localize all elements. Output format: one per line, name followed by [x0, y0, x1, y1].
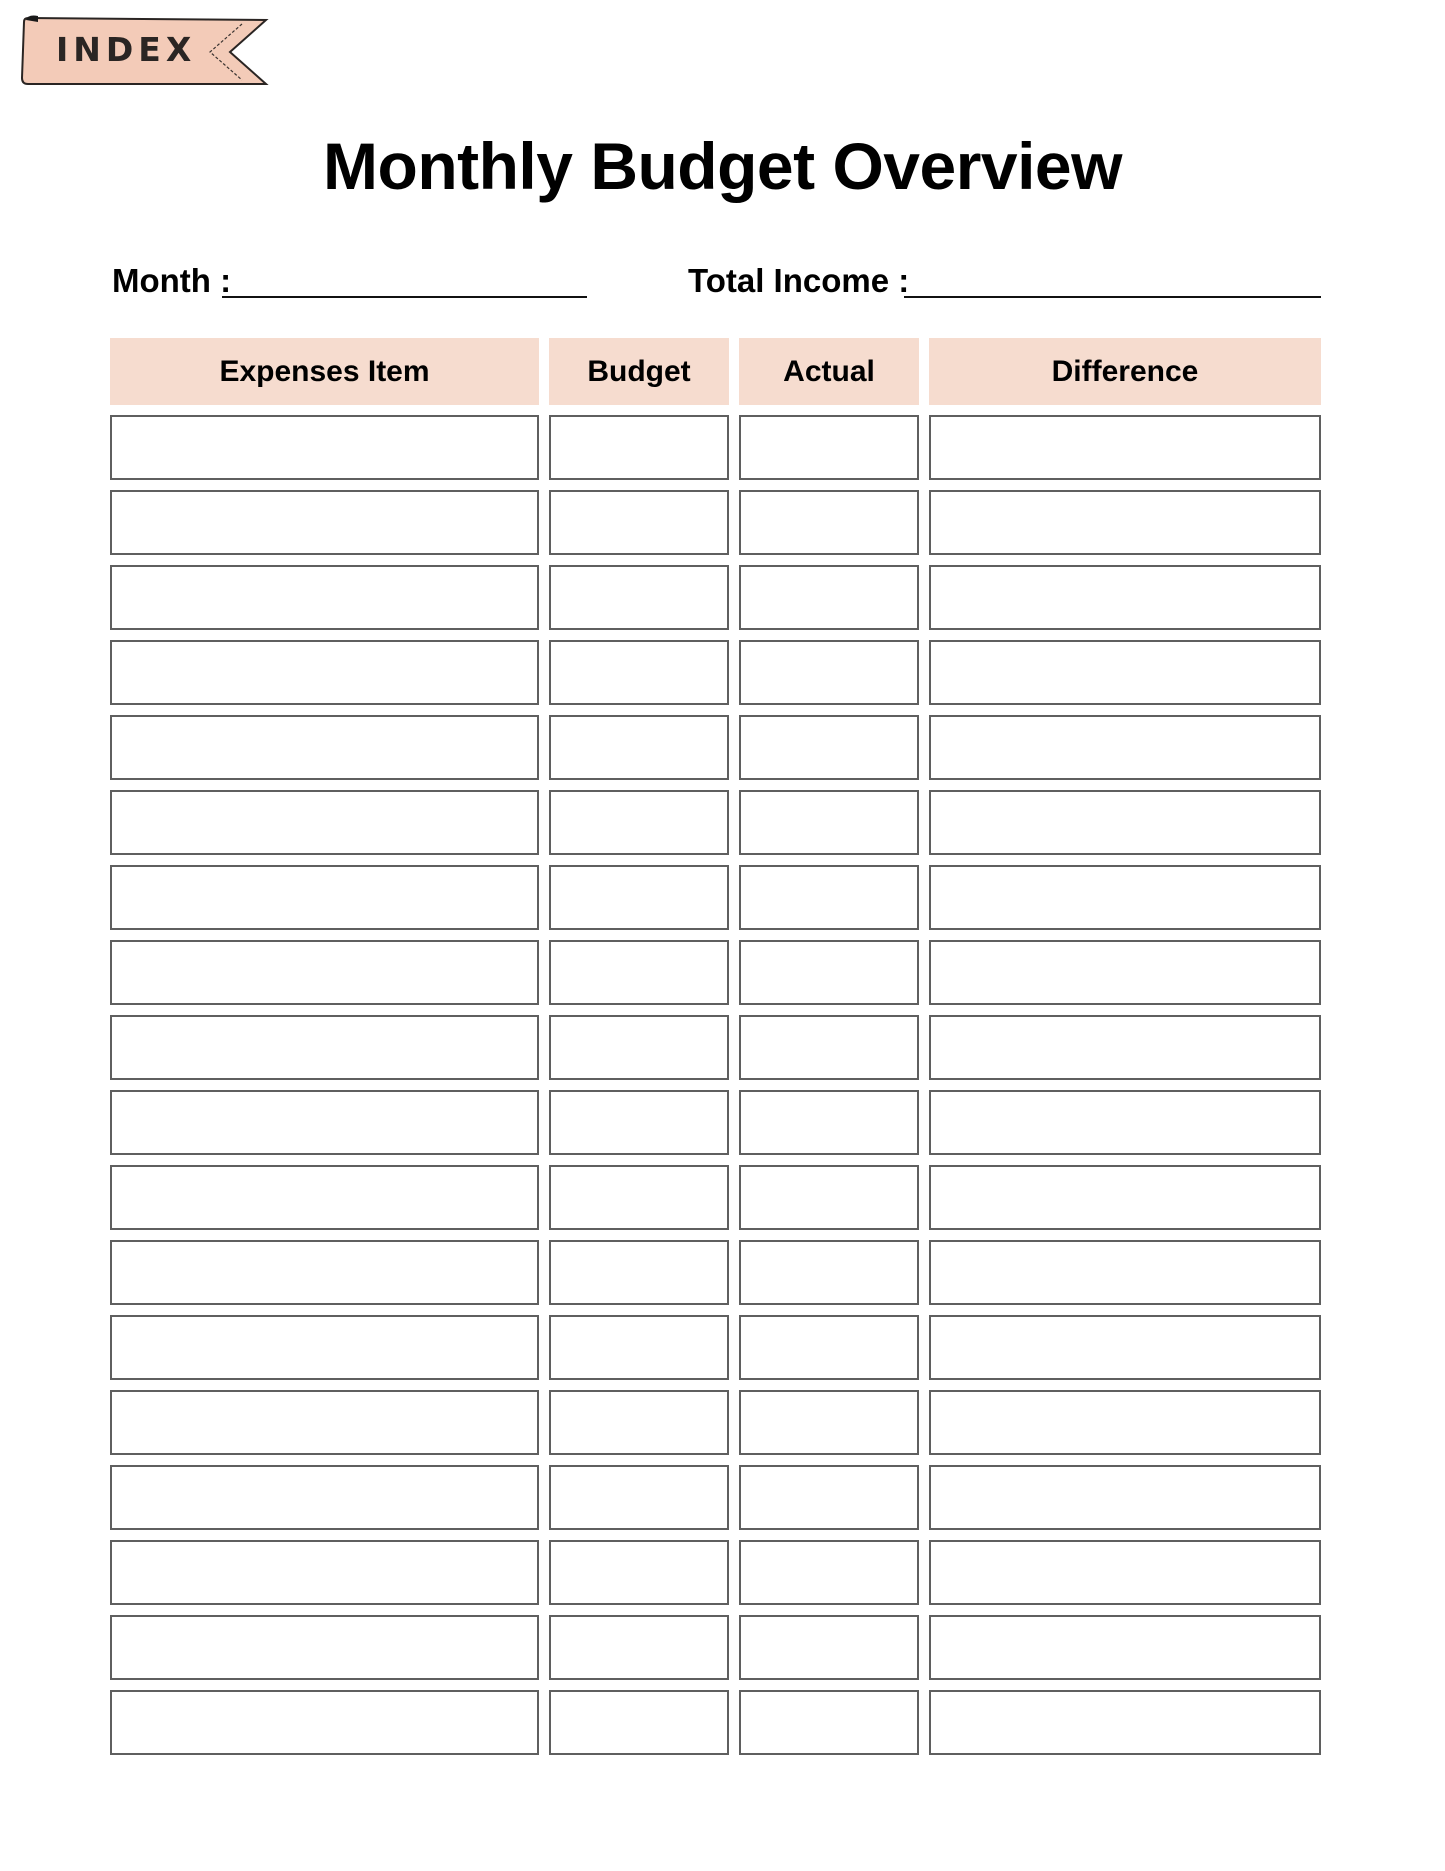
budget-cell[interactable] — [549, 415, 729, 480]
budget-cell[interactable] — [549, 1465, 729, 1530]
actual-cell[interactable] — [739, 1015, 919, 1080]
expenses-item-cell[interactable] — [110, 1615, 539, 1680]
expenses-item-cell[interactable] — [110, 1165, 539, 1230]
difference-cell[interactable] — [929, 1615, 1321, 1680]
actual-cell[interactable] — [739, 490, 919, 555]
difference-cell[interactable] — [929, 865, 1321, 930]
header-difference: Difference — [929, 338, 1321, 405]
header-actual: Actual — [739, 338, 919, 405]
difference-cell[interactable] — [929, 640, 1321, 705]
expenses-item-cell[interactable] — [110, 490, 539, 555]
page-title: Monthly Budget Overview — [323, 129, 1122, 203]
actual-cell[interactable] — [739, 715, 919, 780]
actual-cell[interactable] — [739, 1090, 919, 1155]
budget-cell[interactable] — [549, 490, 729, 555]
actual-cell[interactable] — [739, 1465, 919, 1530]
budget-cell[interactable] — [549, 1390, 729, 1455]
index-label: INDEX — [56, 30, 197, 69]
difference-cell[interactable] — [929, 565, 1321, 630]
budget-cell[interactable] — [549, 1315, 729, 1380]
difference-cell[interactable] — [929, 1090, 1321, 1155]
actual-cell[interactable] — [739, 1690, 919, 1755]
budget-cell[interactable] — [549, 1690, 729, 1755]
expenses-item-cell[interactable] — [110, 715, 539, 780]
budget-cell[interactable] — [549, 790, 729, 855]
actual-cell[interactable] — [739, 865, 919, 930]
actual-cell[interactable] — [739, 640, 919, 705]
expenses-item-cell[interactable] — [110, 1465, 539, 1530]
actual-cell[interactable] — [739, 940, 919, 1005]
expenses-item-cell[interactable] — [110, 415, 539, 480]
difference-cell[interactable] — [929, 940, 1321, 1005]
budget-cell[interactable] — [549, 1240, 729, 1305]
expenses-item-cell[interactable] — [110, 1240, 539, 1305]
difference-cell[interactable] — [929, 1390, 1321, 1455]
expenses-item-cell[interactable] — [110, 1315, 539, 1380]
expenses-item-cell[interactable] — [110, 790, 539, 855]
actual-cell[interactable] — [739, 1315, 919, 1380]
difference-cell[interactable] — [929, 1315, 1321, 1380]
actual-cell[interactable] — [739, 1165, 919, 1230]
expenses-item-cell[interactable] — [110, 1090, 539, 1155]
actual-cell[interactable] — [739, 1390, 919, 1455]
expenses-item-cell[interactable] — [110, 1540, 539, 1605]
actual-cell[interactable] — [739, 565, 919, 630]
difference-cell[interactable] — [929, 1465, 1321, 1530]
budget-cell[interactable] — [549, 715, 729, 780]
month-label: Month : — [112, 262, 232, 299]
difference-cell[interactable] — [929, 1165, 1321, 1230]
expenses-item-cell[interactable] — [110, 640, 539, 705]
index-tab[interactable] — [20, 14, 270, 86]
header-expenses-item: Expenses Item — [110, 338, 539, 405]
expenses-item-cell[interactable] — [110, 1390, 539, 1455]
total-income-label: Total Income : — [688, 262, 910, 299]
actual-cell[interactable] — [739, 415, 919, 480]
actual-cell[interactable] — [739, 790, 919, 855]
expenses-item-cell[interactable] — [110, 1690, 539, 1755]
difference-cell[interactable] — [929, 715, 1321, 780]
budget-cell[interactable] — [549, 1615, 729, 1680]
total-income-field[interactable] — [904, 296, 1321, 298]
actual-cell[interactable] — [739, 1240, 919, 1305]
difference-cell[interactable] — [929, 1240, 1321, 1305]
expenses-item-cell[interactable] — [110, 1015, 539, 1080]
actual-cell[interactable] — [739, 1615, 919, 1680]
month-field[interactable] — [222, 296, 587, 298]
difference-cell[interactable] — [929, 1015, 1321, 1080]
budget-cell[interactable] — [549, 1015, 729, 1080]
difference-cell[interactable] — [929, 490, 1321, 555]
budget-cell[interactable] — [549, 865, 729, 930]
expenses-item-cell[interactable] — [110, 865, 539, 930]
expenses-item-cell[interactable] — [110, 565, 539, 630]
header-budget: Budget — [549, 338, 729, 405]
budget-cell[interactable] — [549, 1090, 729, 1155]
difference-cell[interactable] — [929, 790, 1321, 855]
budget-cell[interactable] — [549, 940, 729, 1005]
difference-cell[interactable] — [929, 1540, 1321, 1605]
difference-cell[interactable] — [929, 1690, 1321, 1755]
expenses-item-cell[interactable] — [110, 940, 539, 1005]
actual-cell[interactable] — [739, 1540, 919, 1605]
budget-cell[interactable] — [549, 640, 729, 705]
budget-cell[interactable] — [549, 1165, 729, 1230]
budget-cell[interactable] — [549, 565, 729, 630]
difference-cell[interactable] — [929, 415, 1321, 480]
budget-cell[interactable] — [549, 1540, 729, 1605]
